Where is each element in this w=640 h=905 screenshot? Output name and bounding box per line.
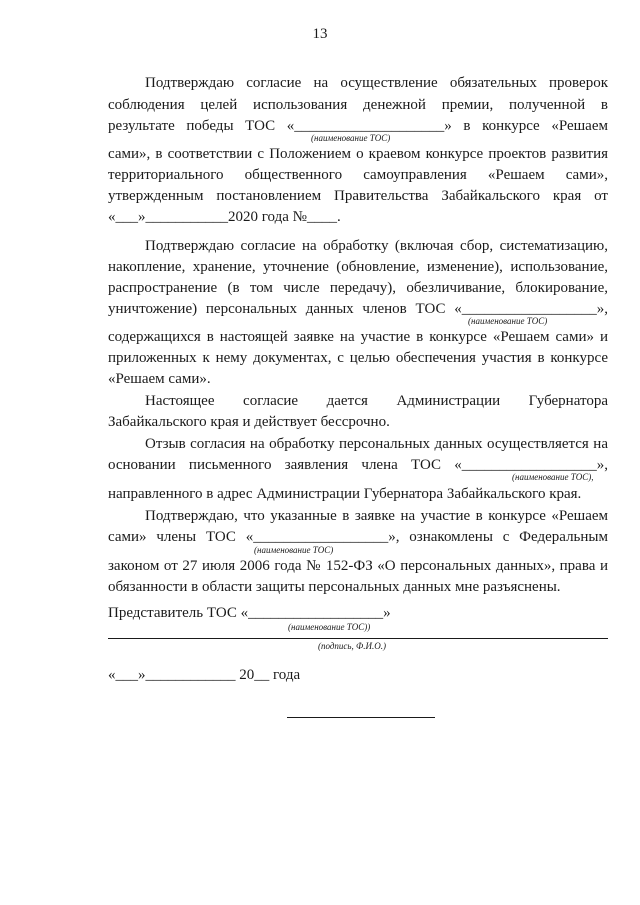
text-line: накопление, хранение, уточнение (обновление, изменение), использование, <box>108 259 608 275</box>
field-caption: (наименование ТОС)) <box>288 622 371 632</box>
representative-line: Представитель ТОС «__________________» <box>108 605 391 621</box>
text-line: распространение (в том числе передачу), обезличивание, блокирование, <box>108 280 608 296</box>
text-line: обязанности в области защиты персональных данных мне разъяснены. <box>108 579 561 595</box>
text-line: содержащихся в настоящей заявке на участие в конкурсе «Решаем сами» и <box>108 329 608 345</box>
text-line: утвержденным постановлением Правительства Забайкальского края от <box>108 188 608 204</box>
text-line: основании письменного заявления члена ТОС «__________________», <box>108 457 608 473</box>
text-line: «Решаем сами». <box>108 371 211 387</box>
text-line: результате победы ТОС «____________________» в конкурсе «Решаем <box>108 118 608 134</box>
field-caption: (наименование ТОС) <box>254 545 334 555</box>
text-line: сами» члены ТОС «__________________», ознакомлены с Федеральным <box>108 529 608 545</box>
text-line: Забайкальского края и действует бессрочно. <box>108 414 390 430</box>
date-line: «___»____________ 20__ года <box>108 667 301 683</box>
field-caption: (наименование ТОС) <box>468 316 548 326</box>
text-line: соблюдения целей использования денежной премии, полученной в <box>108 97 608 113</box>
text-line: территориального общественного самоуправления «Решаем сами», <box>108 167 608 183</box>
bottom-rule <box>287 717 435 718</box>
page-number: 13 <box>312 26 328 42</box>
signature-rule <box>108 638 608 639</box>
text-line: «___»___________2020 года №____. <box>108 209 341 225</box>
text-line: Отзыв согласия на обработку персональных данных осуществляется на <box>145 436 608 452</box>
field-caption: (наименование ТОС), <box>512 472 594 482</box>
text-line: сами», в соответствии с Положением о краевом конкурсе проектов развития <box>108 146 608 162</box>
text-line: законом от 27 июля 2006 года № 152-ФЗ «О персональных данных», права и <box>108 558 608 574</box>
field-caption: (наименование ТОС) <box>311 133 391 143</box>
text-line: Настоящее согласие дается Администрации Губернатора <box>145 393 608 409</box>
text-line: Подтверждаю согласие на осуществление обязательных проверок <box>145 75 608 91</box>
text-line: уничтожение) персональных данных членов ТОС «__________________», <box>108 301 608 317</box>
text-line: Подтверждаю согласие на обработку (включая сбор, систематизацию, <box>145 238 608 254</box>
text-line: направленного в адрес Администрации Губернатора Забайкальского края. <box>108 486 582 502</box>
signature-caption: (подпись, Ф.И.О.) <box>318 641 387 651</box>
text-line: Подтверждаю, что указанные в заявке на участие в конкурсе «Решаем <box>145 508 608 524</box>
text-line: приложенных к нему документах, с целью обеспечения участия в конкурсе <box>108 350 608 366</box>
